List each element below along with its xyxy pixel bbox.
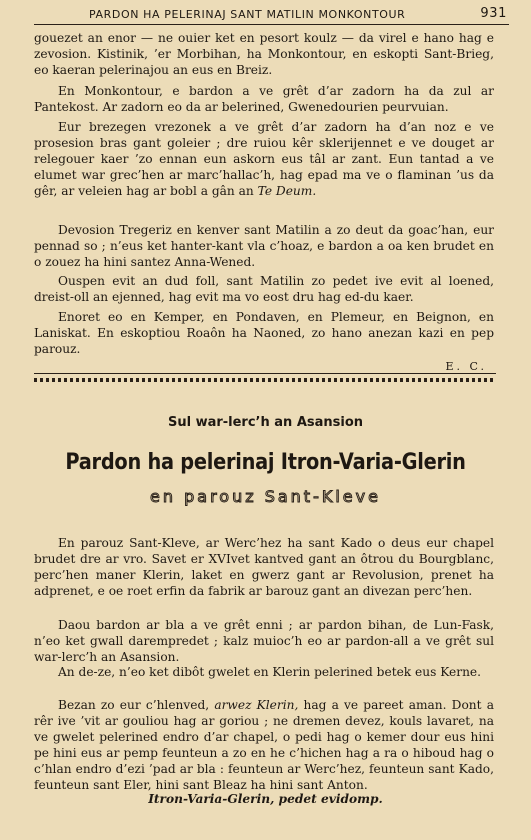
section-divider-ornament [34, 378, 496, 382]
paragraph: Devosion Tregeriz en kenver sant Matilin a zo deut da goac’han, eur pennad so ; n’eus ket hanter-kant vla c’hoaz, e bardon a oa ken brudet en o zouez ha hini santez Anna-Wened. [34, 223, 494, 269]
section-divider [34, 373, 496, 374]
page-number: 931 [480, 6, 507, 21]
running-header [34, 6, 509, 25]
paragraph: Enoret eo en Kemper, en Pondaven, en Plemeur, en Beignon, en Laniskat. En eskoptiou Roaôn ha Naoned, zo hano anezan kazi en pep parouz. [34, 310, 494, 356]
paragraph: Daou bardon ar bla a ve grêt enni ; ar pardon bihan, de Lun-Fask, n’eo ket gwall darempredet ; kalz muioc’h eo ar pardon-all a ve grêt sul war-lerc’h an Asansion. [34, 618, 494, 664]
disease-name: arwez Klerin, [214, 698, 299, 712]
paragraph: An de-ze, n’eo ket dibôt gwelet en Klerin pelerined betek eus Kerne. [58, 665, 482, 679]
paragraph-text: Eur brezegen vrezonek a ve grêt d’ar zadorn ha d’an noz e ve prosesion bras gant goleier ; dre ruiou kêr sklerijennet e ve douget ar relegouer kaer ’zo ennan eun askorn eus tâl ar zant. Eun tantad a ve elumet war grec’hen ar marc’hallac’h, hag epad ma ve o flaminan ’us da gêr, ar veleien hag ar bobl a gân an [34, 120, 494, 198]
section-kicker: Sul war-lerc’h an Asansion [167, 415, 364, 430]
running-title: PARDON HA PELERINAJ SANT MATILIN MONKONTOUR [89, 8, 406, 21]
paragraph: En Monkontour, e bardon a ve grêt d’ar zadorn ha da zul ar Pantekost. Ar zadorn eo da ar belerined, Gwenedourien peurvuian. [34, 84, 494, 114]
paragraph [34, 697, 494, 793]
author-signature: E. C. [445, 360, 487, 373]
paragraph: Ouspen evit an dud foll, sant Matilin zo pedet ive evit al loened, dreist-oll an ejenned, hag evit ma vo eost dru hag ed-du kaer. [34, 274, 494, 304]
paragraph-text: hag a ve pareet aman. Dont a rêr ive ’vit ar gouliou hag ar goriou ; ne dremen devez, kouls lavaret, na ve gwelet pelerined endro d’ar chapel, o pedi hag o kemer dour eus hini pe hini eus ar pemp feunteun a zo en he c’hichen hag a ra o hiboud hag o c’hlan endro d’ezi ’pad ar bla : feunteun ar Werc’hez, feunteun sant Kado, feunteun sant Eler, hini sant Bleaz ha hini sant Anton. [34, 698, 494, 792]
latin-hymn: Te Deum. [257, 184, 317, 198]
paragraph: En parouz Sant-Kleve, ar Werc’hez ha sant Kado o deus eur chapel brudet dre ar vro. Savet er XVIvet kantved gant an ôtrou du Bourgblanc, perc’hen maner Klerin, laket en gwerz gant ar Revolusion, prenet ha adprenet, e oe roet erfin da fabrik ar barouz gant an divezan perc’hen. [34, 536, 494, 598]
article-subtitle: en parouz Sant-Kleve [150, 487, 381, 506]
paragraph-text: Bezan zo eur c’hlenved, [58, 698, 215, 712]
paragraph: gouezet an enor — ne ouier ket en pesort koulz — da virel e hano hag e zevosion. Kistinik, ’er Morbihan, ha Monkontour, en eskopti Sant-Brieg, eo kaeran pelerinajou an eus en Breiz. [34, 31, 494, 77]
article-title: Pardon ha pelerinaj Itron-Varia-Glerin [65, 450, 466, 475]
paragraph [34, 119, 494, 199]
closing-invocation: Itron-Varia-Glerin, pedet evidomp. [148, 792, 383, 806]
